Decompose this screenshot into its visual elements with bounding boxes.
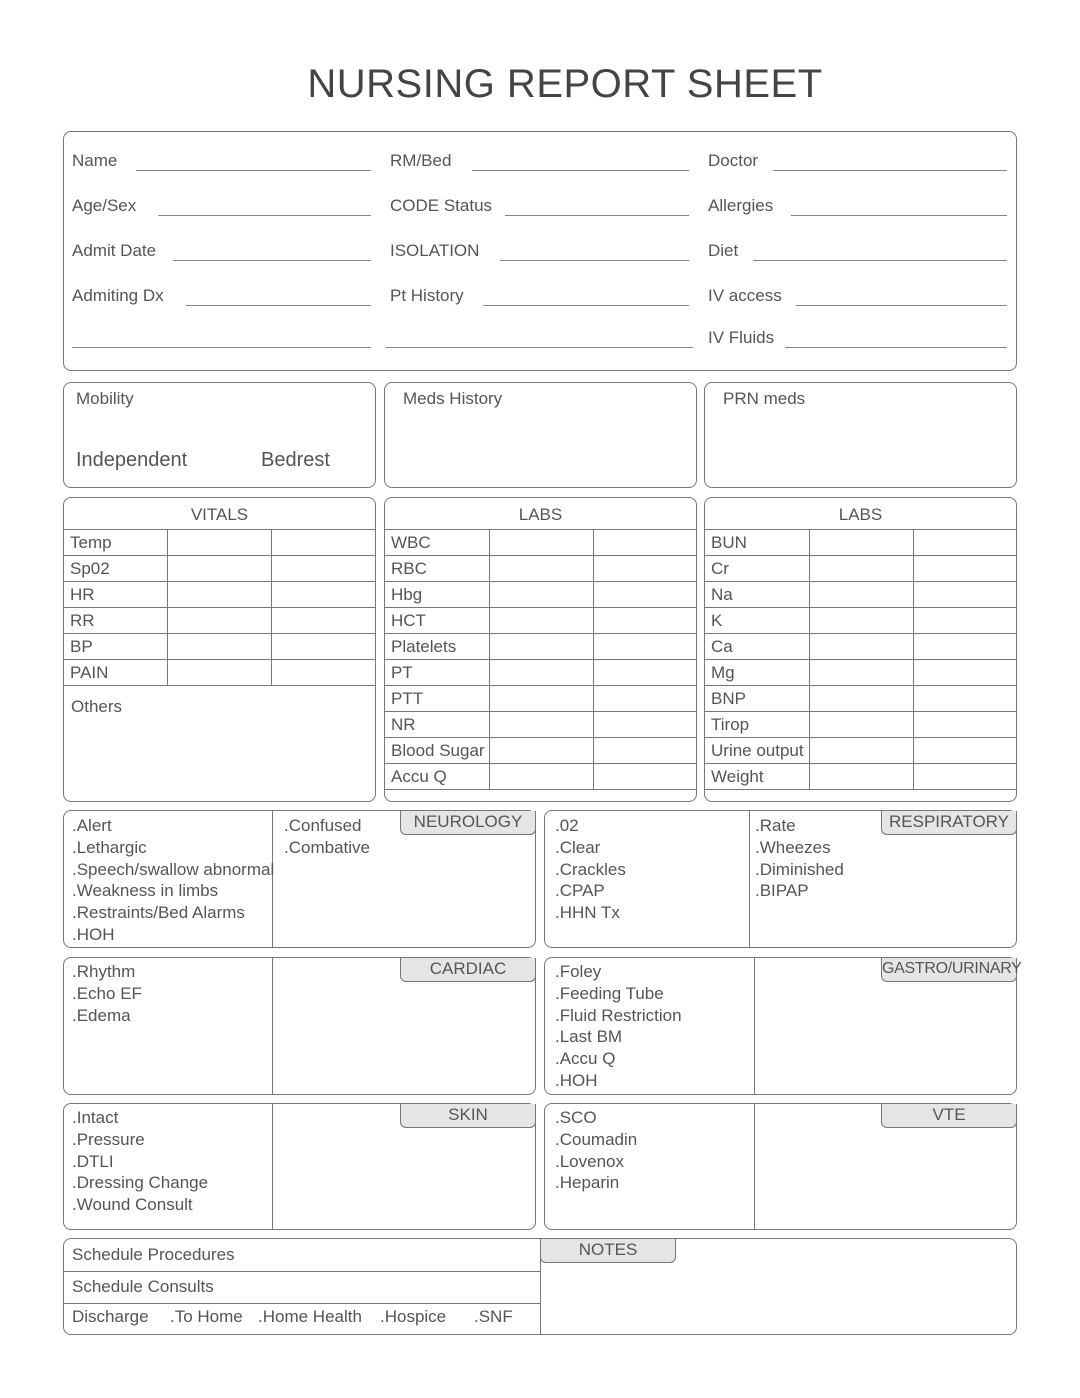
neurology-list-1 [72, 815, 274, 946]
vitals-box [63, 497, 376, 802]
labs2-value-cell[interactable] [914, 556, 1018, 582]
vitals-value-cell[interactable] [168, 556, 272, 582]
labs2-header: LABS [838, 505, 883, 524]
patient-info-box [63, 131, 1017, 371]
labs2-row-label: Na [705, 582, 810, 608]
vitals-value-cell[interactable] [168, 660, 272, 686]
labs1-row-label: Hbg [385, 582, 490, 608]
labs2-value-cell[interactable] [914, 738, 1018, 764]
pt-history-extra-field[interactable] [386, 347, 693, 348]
table-row [385, 582, 698, 608]
schedule-consults-label[interactable]: Schedule Consults [72, 1277, 214, 1296]
table-row [705, 686, 1018, 712]
labs2-value-cell[interactable] [810, 530, 914, 556]
labs1-value-cell[interactable] [594, 530, 698, 556]
age-sex-field[interactable] [158, 215, 371, 216]
labs2-box [704, 497, 1017, 802]
vitals-table [63, 529, 376, 686]
cardiac-box [63, 957, 536, 1095]
iv-fluids-field[interactable] [785, 347, 1007, 348]
allergies-field[interactable] [791, 215, 1007, 216]
vte-tab: VTE [881, 1104, 1017, 1128]
table-row [64, 608, 377, 634]
respiratory-item[interactable]: .Clear [555, 837, 601, 857]
vitals-value-cell[interactable] [272, 634, 377, 660]
gastro-tab: GASTRO/URINARY [881, 958, 1017, 982]
labs1-row-label: NR [385, 712, 490, 738]
table-row [64, 634, 377, 660]
vitals-value-cell[interactable] [272, 582, 377, 608]
iv-fluids-label: IV Fluids [708, 328, 775, 347]
cardiac-list [72, 961, 142, 1026]
skin-item[interactable]: .Intact [72, 1108, 119, 1127]
labs1-value-cell[interactable] [594, 686, 698, 712]
table-row [64, 556, 377, 582]
name-field[interactable] [136, 170, 371, 171]
neurology-item[interactable]: .Alert [72, 816, 112, 835]
vitals-value-cell[interactable] [272, 530, 377, 556]
table-row [385, 738, 698, 764]
skin-item[interactable]: .Pressure [72, 1129, 145, 1149]
labs1-row-label: RBC [385, 556, 490, 582]
gastro-box [544, 957, 1022, 1095]
discharge-snf[interactable]: .SNF [474, 1307, 513, 1326]
vitals-row-label: Sp02 [64, 556, 168, 582]
gastro-item[interactable]: .Foley [555, 962, 602, 981]
respiratory-item[interactable]: .Wheezes [755, 837, 831, 857]
mobility-bedrest[interactable]: Bedrest [261, 449, 330, 471]
vte-box [544, 1103, 1017, 1230]
isolation-field[interactable] [500, 260, 689, 261]
table-row [385, 634, 698, 660]
table-row [385, 608, 698, 634]
admit-date-field[interactable] [173, 260, 371, 261]
neurology-item[interactable]: .Speech/swallow abnormal [72, 859, 275, 879]
vitals-header: VITALS [190, 505, 249, 524]
labs1-value-cell[interactable] [594, 660, 698, 686]
labs2-value-cell[interactable] [810, 686, 914, 712]
table-row [705, 738, 1018, 764]
labs2-value-cell[interactable] [810, 582, 914, 608]
vitals-value-cell[interactable] [272, 660, 377, 686]
vitals-row-label: BP [64, 634, 168, 660]
name-label: Name [72, 151, 118, 170]
neurology-item[interactable]: .Weakness in limbs [72, 881, 219, 901]
respiratory-item[interactable]: .Crackles [555, 859, 626, 879]
table-row [385, 712, 698, 738]
respiratory-item[interactable]: .02 [555, 816, 579, 835]
diet-label: Diet [708, 241, 739, 260]
gastro-item[interactable]: .Feeding Tube [555, 983, 664, 1003]
respiratory-box [544, 810, 1017, 948]
neurology-item[interactable]: .HOH [72, 924, 115, 944]
table-row [64, 582, 377, 608]
skin-list [72, 1107, 208, 1216]
discharge-to-home[interactable]: .To Home [170, 1307, 243, 1326]
labs2-row-label: K [705, 608, 810, 634]
skin-item[interactable]: .Wound Consult [72, 1195, 193, 1215]
isolation-label: ISOLATION [390, 241, 480, 260]
labs2-value-cell[interactable] [914, 582, 1018, 608]
labs2-value-cell[interactable] [810, 660, 914, 686]
neurology-item[interactable]: .Confused [284, 816, 362, 835]
neurology-tab: NEUROLOGY [400, 811, 536, 835]
gastro-item[interactable]: .Fluid Restriction [555, 1005, 682, 1025]
admit-date-label: Admit Date [72, 241, 157, 260]
labs1-value-cell[interactable] [594, 764, 698, 790]
labs1-value-cell[interactable] [490, 608, 594, 634]
labs1-value-cell[interactable] [490, 582, 594, 608]
cardiac-item[interactable]: .Edema [72, 1005, 131, 1025]
table-row [705, 764, 1018, 790]
gastro-item[interactable]: .Accu Q [555, 1049, 616, 1069]
iv-access-label: IV access [708, 286, 782, 305]
vitals-value-cell[interactable] [272, 608, 377, 634]
labs2-value-cell[interactable] [810, 608, 914, 634]
labs1-value-cell[interactable] [594, 634, 698, 660]
labs2-row-label: Urine output [705, 738, 810, 764]
vitals-value-cell[interactable] [168, 608, 272, 634]
admitting-dx-extra-field[interactable] [72, 347, 371, 348]
labs2-value-cell[interactable] [810, 764, 914, 790]
neurology-box [63, 810, 536, 948]
table-row [705, 712, 1018, 738]
respiratory-list-1 [555, 815, 626, 924]
doctor-field[interactable] [773, 170, 1007, 171]
vitals-value-cell[interactable] [168, 634, 272, 660]
table-row [385, 556, 698, 582]
labs1-value-cell[interactable] [594, 608, 698, 634]
cardiac-tab: CARDIAC [400, 958, 536, 982]
skin-box [63, 1103, 536, 1230]
respiratory-item[interactable]: .HHN Tx [555, 903, 620, 923]
labs1-header: LABS [518, 505, 563, 524]
vte-list [555, 1107, 637, 1194]
labs2-row-label: BNP [705, 686, 810, 712]
labs2-value-cell[interactable] [810, 712, 914, 738]
vte-item[interactable]: .SCO [555, 1108, 597, 1127]
vitals-value-cell[interactable] [168, 582, 272, 608]
gastro-list [555, 961, 682, 1092]
labs1-value-cell[interactable] [490, 556, 594, 582]
table-row [705, 530, 1018, 556]
skin-item[interactable]: .DTLI [72, 1151, 114, 1171]
labs1-row-label: Blood Sugar [385, 738, 490, 764]
vitals-value-cell[interactable] [272, 556, 377, 582]
meds-history-box[interactable] [384, 382, 697, 488]
labs2-value-cell[interactable] [914, 660, 1018, 686]
table-row [385, 686, 698, 712]
table-row [385, 764, 698, 790]
mobility-independent[interactable]: Independent [76, 449, 188, 471]
labs1-value-cell[interactable] [490, 712, 594, 738]
labs1-value-cell[interactable] [594, 556, 698, 582]
mobility-label: Mobility [76, 389, 134, 408]
rm-bed-field[interactable] [472, 170, 689, 171]
table-row [705, 582, 1018, 608]
labs2-table [704, 529, 1017, 790]
respiratory-item[interactable]: .Rate [755, 816, 796, 835]
vitals-row-label: Temp [64, 530, 168, 556]
labs1-value-cell[interactable] [490, 530, 594, 556]
vitals-row-label: RR [64, 608, 168, 634]
table-row [64, 530, 377, 556]
labs2-row-label: Cr [705, 556, 810, 582]
vitals-row-label: PAIN [64, 660, 168, 686]
respiratory-item[interactable]: .Diminished [755, 859, 844, 879]
labs2-value-cell[interactable] [914, 764, 1018, 790]
labs1-row-label: PT [385, 660, 490, 686]
labs2-value-cell[interactable] [914, 634, 1018, 660]
doctor-label: Doctor [708, 151, 759, 170]
labs2-value-cell[interactable] [914, 530, 1018, 556]
labs1-row-label: PTT [385, 686, 490, 712]
discharge-home-health[interactable]: .Home Health [258, 1307, 362, 1326]
labs1-row-label: Platelets [385, 634, 490, 660]
admitting-dx-label: Admiting Dx [72, 286, 164, 305]
iv-access-field[interactable] [796, 305, 1007, 306]
vte-item[interactable]: .Heparin [555, 1173, 620, 1193]
labs2-row-label: Tirop [705, 712, 810, 738]
schedule-procedures-label[interactable]: Schedule Procedures [72, 1245, 235, 1264]
table-row [705, 608, 1018, 634]
labs1-row-label: Accu Q [385, 764, 490, 790]
labs1-value-cell[interactable] [490, 634, 594, 660]
labs2-row-label: Mg [705, 660, 810, 686]
labs2-value-cell[interactable] [810, 738, 914, 764]
labs1-value-cell[interactable] [594, 582, 698, 608]
admitting-dx-field[interactable] [186, 305, 371, 306]
mobility-box [63, 382, 376, 488]
diet-field[interactable] [753, 260, 1007, 261]
vitals-others-label: Others [71, 697, 123, 716]
gastro-item[interactable]: .HOH [555, 1070, 598, 1090]
code-status-field[interactable] [505, 215, 689, 216]
labs1-value-cell[interactable] [594, 712, 698, 738]
labs2-value-cell[interactable] [810, 634, 914, 660]
skin-item[interactable]: .Dressing Change [72, 1173, 209, 1193]
labs1-box [384, 497, 697, 802]
age-sex-label: Age/Sex [72, 196, 137, 215]
discharge-hospice[interactable]: .Hospice [380, 1307, 447, 1326]
labs1-value-cell[interactable] [594, 738, 698, 764]
labs1-row-label: HCT [385, 608, 490, 634]
labs1-table [384, 529, 697, 790]
notes-tab: NOTES [540, 1239, 676, 1263]
respiratory-tab: RESPIRATORY [881, 811, 1017, 835]
rm-bed-label: RM/Bed [390, 151, 452, 170]
respiratory-list-2 [755, 815, 844, 902]
labs2-value-cell[interactable] [914, 686, 1018, 712]
bottom-box [63, 1238, 1017, 1335]
table-row [64, 660, 377, 686]
code-status-label: CODE Status [390, 196, 493, 215]
pt-history-label: Pt History [390, 286, 464, 305]
table-row [385, 530, 698, 556]
labs2-value-cell[interactable] [810, 556, 914, 582]
cardiac-item[interactable]: .Echo EF [72, 983, 142, 1003]
neurology-item[interactable]: .Lethargic [72, 837, 147, 857]
labs2-row-label: Weight [705, 764, 810, 790]
prn-meds-label: PRN meds [723, 389, 806, 408]
labs2-row-label: Ca [705, 634, 810, 660]
cardiac-item[interactable]: .Rhythm [72, 962, 136, 981]
respiratory-item[interactable]: .BIPAP [755, 881, 809, 901]
vte-item[interactable]: .Coumadin [555, 1129, 638, 1149]
labs1-value-cell[interactable] [490, 660, 594, 686]
labs2-value-cell[interactable] [914, 712, 1018, 738]
labs1-value-cell[interactable] [490, 764, 594, 790]
table-row [705, 556, 1018, 582]
discharge-label: Discharge [72, 1307, 149, 1326]
prn-meds-box[interactable] [704, 382, 1017, 488]
meds-history-label: Meds History [403, 389, 503, 408]
labs2-row-label: BUN [705, 530, 810, 556]
vitals-row-label: HR [64, 582, 168, 608]
neurology-item[interactable]: .Restraints/Bed Alarms [72, 903, 245, 923]
neurology-list-2 [284, 815, 370, 859]
skin-tab: SKIN [400, 1104, 536, 1128]
page-title: NURSING REPORT SHEET [307, 62, 823, 106]
labs1-value-cell[interactable] [490, 686, 594, 712]
table-row [385, 660, 698, 686]
table-row [705, 660, 1018, 686]
labs1-value-cell[interactable] [490, 738, 594, 764]
neurology-item[interactable]: .Combative [284, 837, 370, 857]
allergies-label: Allergies [708, 196, 774, 215]
vitals-value-cell[interactable] [168, 530, 272, 556]
pt-history-field[interactable] [483, 305, 689, 306]
respiratory-item[interactable]: .CPAP [555, 881, 605, 901]
gastro-item[interactable]: .Last BM [555, 1027, 623, 1047]
labs1-row-label: WBC [385, 530, 490, 556]
table-row [705, 634, 1018, 660]
labs2-value-cell[interactable] [914, 608, 1018, 634]
vte-item[interactable]: .Lovenox [555, 1151, 624, 1171]
